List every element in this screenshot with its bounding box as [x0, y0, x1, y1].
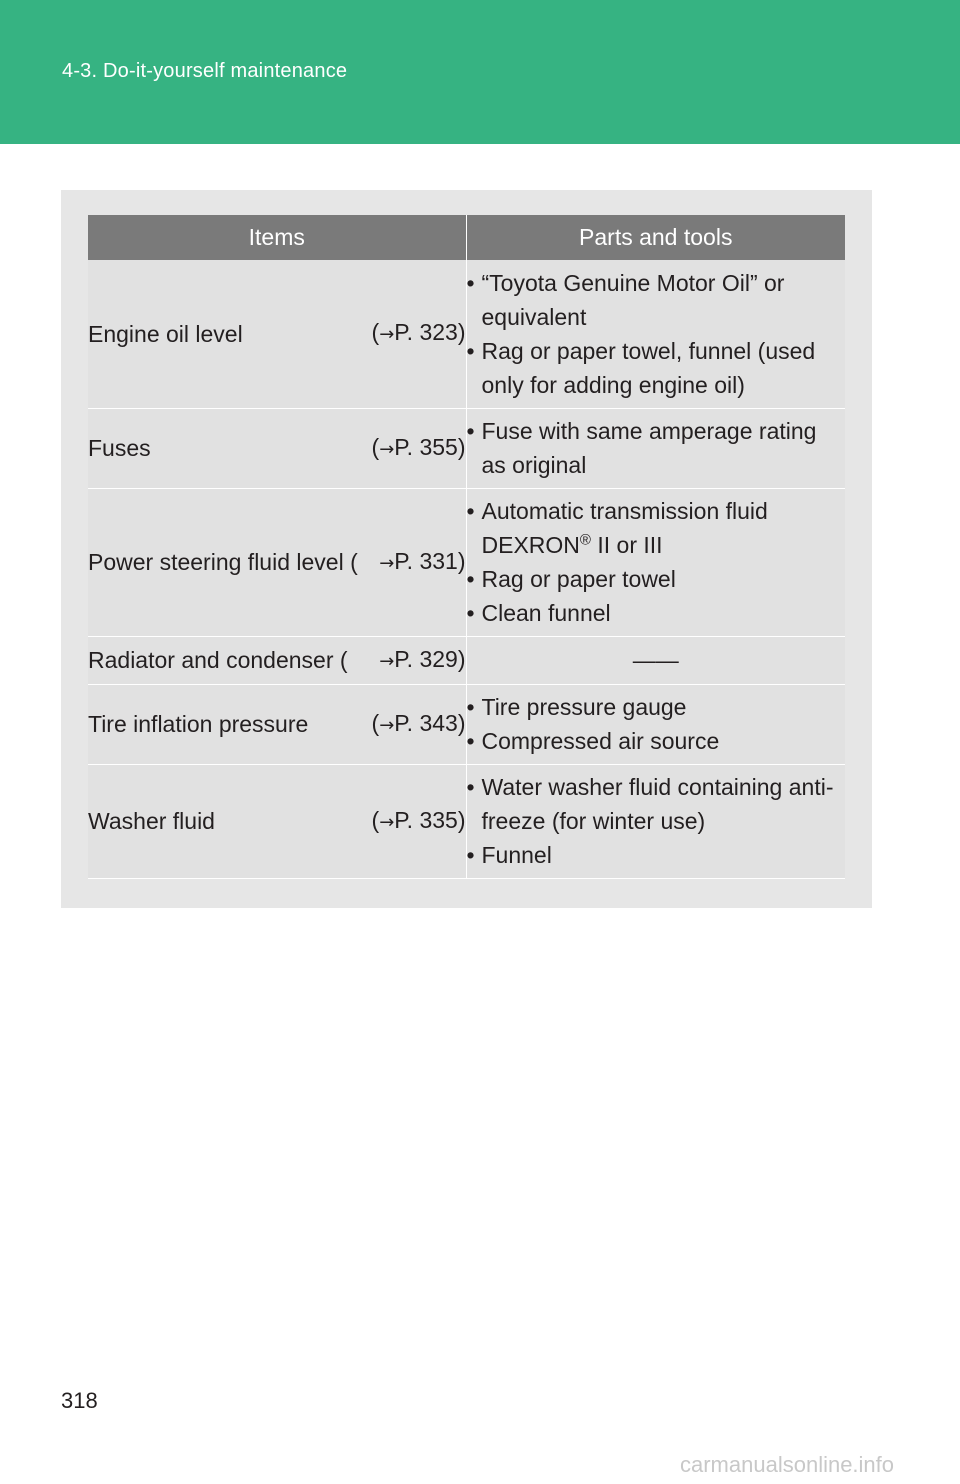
- page-reference: →P. 329): [379, 645, 466, 672]
- item-cell: [88, 260, 466, 408]
- item-label: Tire inflation pressure: [88, 711, 309, 737]
- item-label: Engine oil level: [88, 320, 243, 347]
- list-item: • Rag or paper towel, funnel (used only for adding engine oil): [467, 334, 846, 402]
- table-row: [88, 636, 845, 684]
- section-title: 4-3. Do-it-yourself maintenance: [62, 60, 348, 82]
- list-item: • Clean funnel: [467, 596, 846, 630]
- parts-and-tools-table: [88, 215, 845, 879]
- column-header-parts-and-tools: Parts and tools: [466, 215, 845, 260]
- list-item: • “Toyota Genuine Motor Oil” or equivalent: [467, 266, 846, 334]
- page-reference: (→P. 355): [371, 433, 466, 460]
- list-item: • Fuse with same amperage rating as original: [467, 414, 846, 482]
- bullet-icon: •: [466, 498, 475, 524]
- arrow-right-icon: →: [379, 811, 395, 833]
- bullet-icon: •: [466, 600, 475, 626]
- watermark: carmanualsonline.info: [680, 1452, 895, 1477]
- list-item: • Compressed air source: [467, 724, 846, 758]
- table-row: [88, 488, 845, 636]
- item-cell: [88, 488, 466, 636]
- list-item: • Rag or paper towel: [467, 562, 846, 596]
- bullet-icon: •: [466, 269, 475, 296]
- bullet-icon: •: [466, 418, 475, 444]
- section-header: [0, 0, 960, 144]
- page-number: 318: [61, 1388, 98, 1413]
- page-reference: (→P. 335): [371, 806, 466, 833]
- bullet-icon: •: [466, 842, 475, 868]
- table-header-row: [88, 215, 845, 260]
- none-dash: ——: [632, 647, 679, 673]
- page-reference: →P. 331): [379, 547, 466, 574]
- arrow-right-icon: →: [379, 552, 395, 574]
- table-row: [88, 260, 845, 408]
- bullet-icon: •: [466, 337, 475, 364]
- tools-cell: [466, 408, 845, 488]
- bullet-icon: •: [466, 694, 475, 720]
- page-reference: (→P. 323): [371, 319, 466, 346]
- bullet-icon: •: [466, 728, 475, 754]
- tools-cell-empty: [466, 636, 845, 684]
- page-reference: (→P. 343): [371, 709, 466, 736]
- table-row: [88, 408, 845, 488]
- table-row: [88, 684, 845, 764]
- registered-mark: ®: [579, 531, 591, 549]
- item-cell: [88, 764, 466, 878]
- item-cell: [88, 636, 466, 684]
- list-item: • Automatic transmission fluid DEXRON® II or III: [467, 494, 846, 562]
- item-label: Fuses: [88, 435, 151, 461]
- bullet-icon: •: [466, 774, 475, 800]
- column-header-items: Items: [88, 215, 466, 260]
- arrow-right-icon: →: [379, 714, 395, 736]
- tools-cell: [466, 684, 845, 764]
- list-item: • Water washer fluid containing anti-freeze (for winter use): [467, 770, 846, 838]
- arrow-right-icon: →: [379, 650, 395, 672]
- table-row: [88, 764, 845, 878]
- bullet-icon: •: [466, 566, 475, 592]
- tools-cell: [466, 260, 845, 408]
- item-label: Washer fluid: [88, 808, 215, 834]
- item-cell: [88, 684, 466, 764]
- tools-cell: [466, 488, 845, 636]
- item-label: Power steering fluid level (: [88, 549, 358, 575]
- list-item: • Funnel: [467, 838, 846, 872]
- list-item: • Tire pressure gauge: [467, 690, 846, 724]
- arrow-right-icon: →: [379, 324, 395, 346]
- tools-cell: [466, 764, 845, 878]
- item-cell: [88, 408, 466, 488]
- arrow-right-icon: →: [379, 438, 395, 460]
- item-label: Radiator and condenser (: [88, 647, 348, 673]
